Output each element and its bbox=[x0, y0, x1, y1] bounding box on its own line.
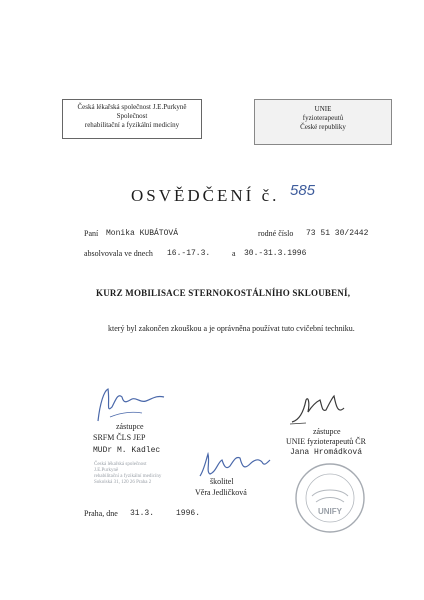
header-right-line3: České republiky bbox=[300, 123, 346, 131]
recipient-label: Paní bbox=[84, 229, 99, 238]
left-stamp-line1: Česká lékařská společnost bbox=[94, 462, 147, 467]
stamp-center-text: UNIFY bbox=[318, 507, 342, 516]
header-left-box bbox=[62, 99, 202, 139]
right-sig-name: Jana Hromádková bbox=[290, 448, 363, 457]
dates-connector: a bbox=[232, 249, 236, 258]
dates-range2: 30.-31.3.1996 bbox=[244, 249, 307, 258]
header-right-line1: UNIE bbox=[314, 105, 332, 113]
header-left-line2: Společnost bbox=[116, 112, 148, 120]
footer-date: 31.3. bbox=[130, 509, 155, 518]
center-sig-role: školitel bbox=[210, 477, 234, 486]
left-sig-org: SRFM ČLS JEP bbox=[93, 433, 146, 442]
right-sig-org: UNIE fyzioterapeutů ČR bbox=[286, 437, 366, 446]
statement-text: který byl zakončen zkouškou a je oprávněna používat tuto cvičební techniku. bbox=[108, 324, 355, 333]
course-title: KURZ MOBILISACE STERNOKOSTÁLNÍHO SKLOUBENÍ, bbox=[96, 288, 351, 298]
left-stamp-line3: rehabilitační a fyzikální medicíny bbox=[94, 474, 162, 479]
dates-range1: 16.-17.3. bbox=[167, 249, 211, 258]
header-left-line1: Česká lékařská společnost J.E.Purkyně bbox=[77, 103, 187, 111]
left-stamp-line2: J.E.Purkyně bbox=[94, 468, 119, 473]
certificate-number: 585 bbox=[290, 182, 316, 199]
left-sig-role: zástupce bbox=[116, 422, 144, 431]
footer-year: 1996. bbox=[176, 509, 201, 518]
header-right-line2: fyzioterapeutů bbox=[302, 114, 344, 122]
left-stamp bbox=[94, 462, 190, 486]
birth-number-label: rodné číslo bbox=[258, 229, 294, 238]
center-signature bbox=[196, 450, 274, 482]
right-sig-role: zástupce bbox=[313, 427, 341, 436]
left-stamp-line4: Sokolská 31, 120 26 Praha 2 bbox=[94, 480, 152, 485]
page-title: OSVĚDČENÍ č. bbox=[131, 186, 280, 205]
birth-number: 73 51 30/2442 bbox=[306, 229, 369, 238]
left-signature bbox=[90, 383, 170, 423]
header-right-box bbox=[254, 99, 392, 145]
recipient-name: Monika KUBÁTOVÁ bbox=[106, 229, 179, 238]
unify-round-stamp bbox=[294, 462, 366, 534]
header-left-line3: rehabilitační a fyzikální medicíny bbox=[84, 121, 180, 129]
left-sig-name: MUDr M. Kadlec bbox=[93, 446, 161, 455]
footer-place: Praha, dne bbox=[84, 509, 118, 518]
center-sig-name: Věra Jedličková bbox=[195, 488, 247, 497]
right-signature bbox=[286, 392, 356, 428]
dates-label: absolvovala ve dnech bbox=[84, 249, 153, 258]
